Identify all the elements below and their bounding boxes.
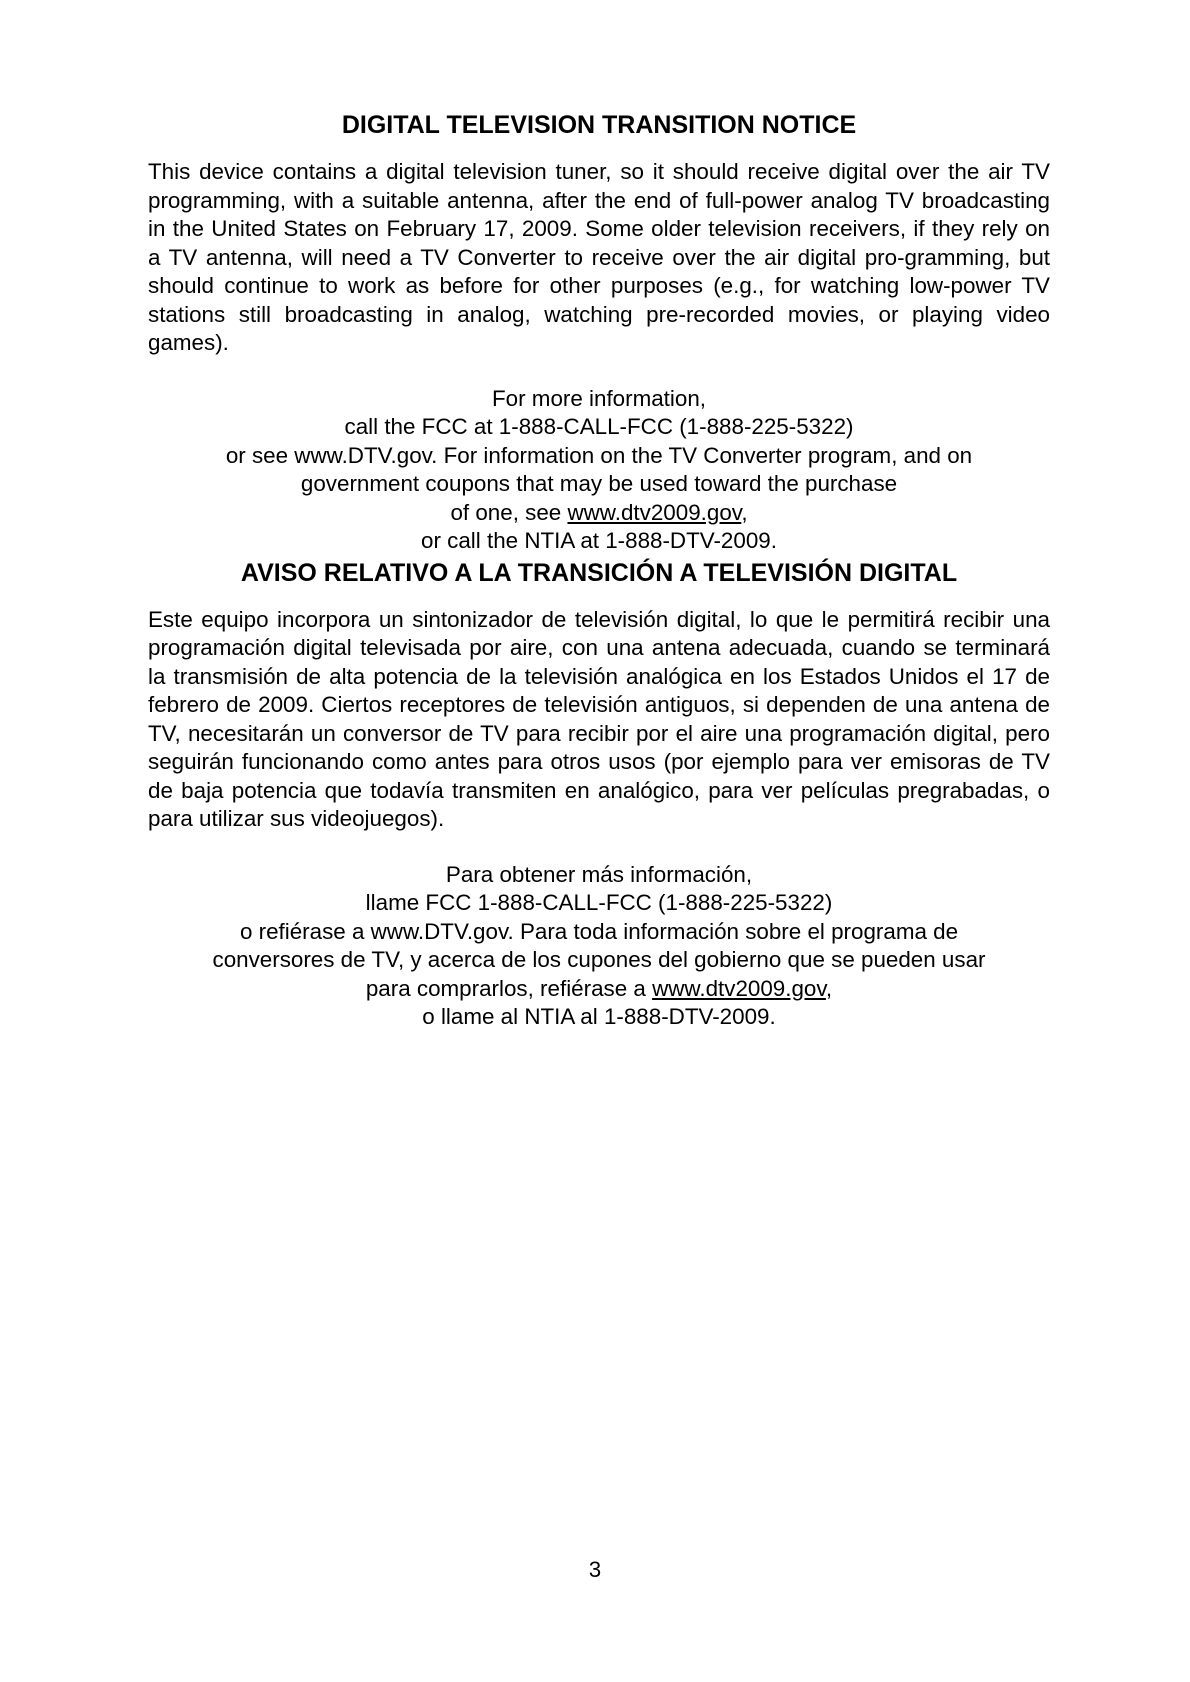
spanish-info-line: Para obtener más información, (445, 861, 753, 887)
spanish-info-line-with-link (148, 975, 1050, 1004)
english-info-line: or see www.DTV.gov. For information on the TV Converter program, and on (225, 442, 973, 468)
english-info-line: government coupons that may be used toward the purchase (300, 471, 898, 496)
spanish-info-line: llame FCC 1-888-CALL-FCC (1-888-225-5322) (365, 890, 833, 915)
english-info-line: or call the NTIA at 1-888-DTV-2009. (421, 528, 777, 553)
english-info-line-with-link (148, 499, 1050, 528)
english-info-text: of one, see (450, 499, 568, 525)
spanish-info-text: , (825, 975, 833, 1001)
spanish-info-line: o refiérase a www.DTV.gov. Para toda información sobre el programa de (239, 918, 959, 944)
document-page (148, 108, 1050, 1032)
english-info-text: , (741, 499, 748, 525)
dtv2009-link[interactable]: www.dtv2009.gov (567, 499, 742, 525)
page-number: 3 (588, 1557, 602, 1582)
spanish-info-line: o llame al NTIA al 1-888-DTV-2009. (422, 1004, 776, 1029)
english-info-line: call the FCC at 1-888-CALL-FCC (1-888-225-5322) (344, 414, 854, 439)
dtv2009-link[interactable]: www.dtv2009.gov (652, 975, 826, 1001)
spanish-info-block (148, 861, 1050, 1032)
english-heading: DIGITAL TELEVISION TRANSITION NOTICE (341, 111, 857, 139)
english-info-line: For more information, (491, 385, 707, 411)
spanish-heading: AVISO RELATIVO A LA TRANSICIÓN A TELEVISIÓN DIGITAL (240, 558, 958, 587)
english-info-block (148, 385, 1050, 556)
spanish-info-text: para comprarlos, refiérase a (365, 975, 653, 1001)
english-paragraph: This device contains a digital television tuner, so it should receive digital over the air TV programming, with a suitable antenna, after the end of full-power analog TV broadcasting in the United States on February 17, 2009. Some older television receivers, if they rely on a TV antenna, will need a TV Converter to receive over the air digital pro-gramming, but should continue to work as before for other purposes (e.g., for watching low-power TV stations still broadcasting in analog, watching pre-recorded movies, or playing video games). (148, 159, 1050, 355)
spanish-info-line: conversores de TV, y acerca de los cupones del gobierno que se pueden usar (212, 947, 986, 972)
spanish-paragraph: Este equipo incorpora un sintonizador de televisión digital, lo que le permitirá recibir una programación digital televisada por aire, con una antena adecuada, cuando se terminará la transmisión de alta potencia de la televisión analógica en los Estados Unidos el 17 de febrero de 2009. Ciertos receptores de televisión antiguos, si dependen de una antena de TV, necesitarán un conversor de TV para recibir por el aire una programación digital, pero seguirán funcionando como antes para otros usos (por ejemplo para ver emisoras de TV de baja potencia que todavía transmiten en analógico, para ver películas pregrabadas, o para utilizar sus videojuegos). (148, 606, 1050, 831)
